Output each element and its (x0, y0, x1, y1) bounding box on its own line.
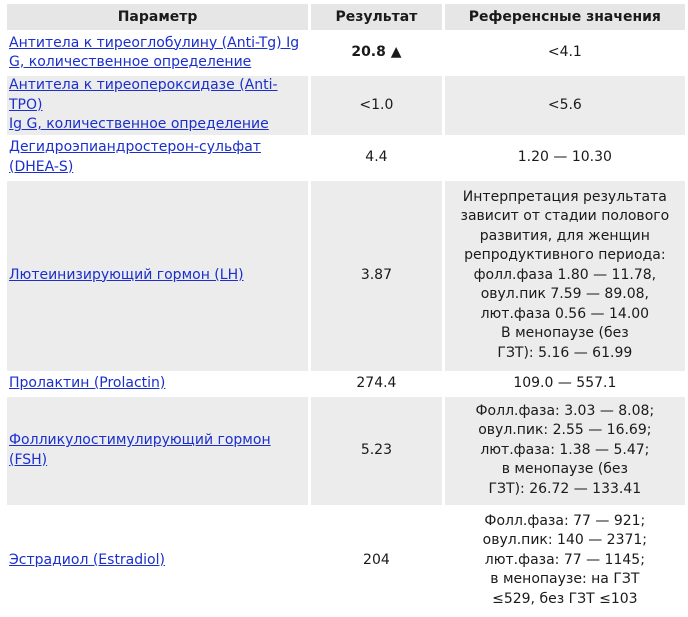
reference-line: Фолл.фаза: 3.03 — 8.08; (475, 402, 655, 419)
reference-line: лют.фаза: 1.38 — 5.47; (480, 441, 650, 458)
reference-line: овул.пик: 2.55 — 16.69; (478, 422, 652, 439)
param-line: Дегидроэпиандростерон-сульфат (9, 139, 261, 155)
param-line: Антитела к тиреопероксидазе (Anti-TPO) (9, 77, 278, 113)
table-row (7, 137, 685, 179)
reference-line: <4.1 (547, 44, 582, 61)
table-row (7, 76, 685, 135)
param-line: Ig G, количественное определение (9, 116, 269, 132)
param-cell (7, 76, 308, 135)
reference-line: ГЗТ): 26.72 — 133.41 (488, 480, 642, 497)
reference-line: В менопаузе (без (501, 325, 629, 342)
reference-line: лют.фаза 0.56 — 14.00 (480, 305, 650, 322)
param-line: Эстрадиол (Estradiol) (9, 551, 165, 568)
header-param: Параметр (7, 4, 308, 30)
reference-line: Фолл.фаза: 77 — 921; (484, 512, 646, 529)
reference-line: зависит от стадии полового (460, 208, 670, 225)
param-line: (DHEA-S) (9, 158, 74, 175)
param-cell (7, 32, 308, 74)
reference-line: в менопаузе (без (501, 461, 628, 478)
reference-line: развития, для женщин (479, 227, 650, 244)
reference-cell (445, 137, 685, 179)
result-cell: 3.87 (311, 181, 442, 371)
reference-line: лют.фаза: 77 — 1145; (484, 551, 645, 568)
table-row (7, 32, 685, 74)
table-row (7, 181, 685, 371)
reference-cell (445, 373, 685, 395)
reference-cell (445, 181, 685, 371)
param-cell (7, 181, 308, 371)
param-link-estradiol[interactable] (9, 552, 165, 568)
reference-line: репродуктивного периода: (464, 247, 666, 264)
reference-cell (445, 397, 685, 505)
result-cell: <1.0 (311, 76, 442, 135)
reference-line: ГЗТ): 5.16 — 61.99 (497, 344, 633, 361)
reference-line: овул.пик 7.59 — 89.08, (480, 286, 649, 303)
result-cell: 274.4 (356, 374, 397, 391)
results-table (4, 2, 688, 617)
param-link-anti-tpo[interactable] (9, 77, 278, 132)
param-link-dhea-s[interactable] (9, 139, 261, 175)
param-link-lh[interactable] (9, 267, 244, 283)
param-cell (7, 397, 308, 505)
param-line: G, количественное определение (9, 54, 252, 70)
result-cell: 204 (363, 551, 390, 568)
reference-line: <5.6 (547, 96, 582, 113)
reference-line: овул.пик: 140 — 2371; (482, 532, 648, 549)
param-link-fsh[interactable] (9, 432, 271, 468)
param-line: Антитела к тиреоглобулину (Anti-Tg) Ig (9, 34, 300, 51)
param-cell (7, 373, 308, 395)
reference-line: в менопаузе: на ГЗТ (490, 571, 640, 588)
param-line: Лютеинизирующий гормон (LH) (9, 266, 244, 283)
reference-cell (445, 507, 685, 615)
reference-line: Интерпретация результата (462, 188, 667, 205)
param-line: Фолликулостимулирующий гормон (9, 432, 271, 448)
param-cell (7, 507, 308, 615)
param-cell (7, 137, 308, 179)
reference-line: 1.20 — 10.30 (517, 148, 612, 165)
param-line: Пролактин (Prolactin) (9, 374, 166, 391)
reference-cell (445, 76, 685, 135)
header-result: Результат (311, 4, 442, 30)
result-cell: 5.23 (311, 397, 442, 505)
param-line: (FSH) (9, 451, 48, 468)
param-link-anti-tg[interactable] (9, 35, 299, 71)
table-row (7, 507, 685, 615)
param-link-prolactin[interactable] (9, 375, 165, 391)
reference-line: 109.0 — 557.1 (513, 374, 617, 391)
reference-line: фолл.фаза 1.80 — 11.78, (473, 266, 657, 283)
reference-cell (445, 32, 685, 74)
table-row (7, 397, 685, 505)
reference-line: ≤529, без ГЗТ ≤103 (492, 590, 638, 607)
header-reference: Референсные значения (445, 4, 685, 30)
table-header-row (7, 4, 685, 30)
result-cell: 20.8 ▲ (351, 44, 402, 61)
result-cell: 4.4 (365, 148, 388, 165)
table-row (7, 373, 685, 395)
